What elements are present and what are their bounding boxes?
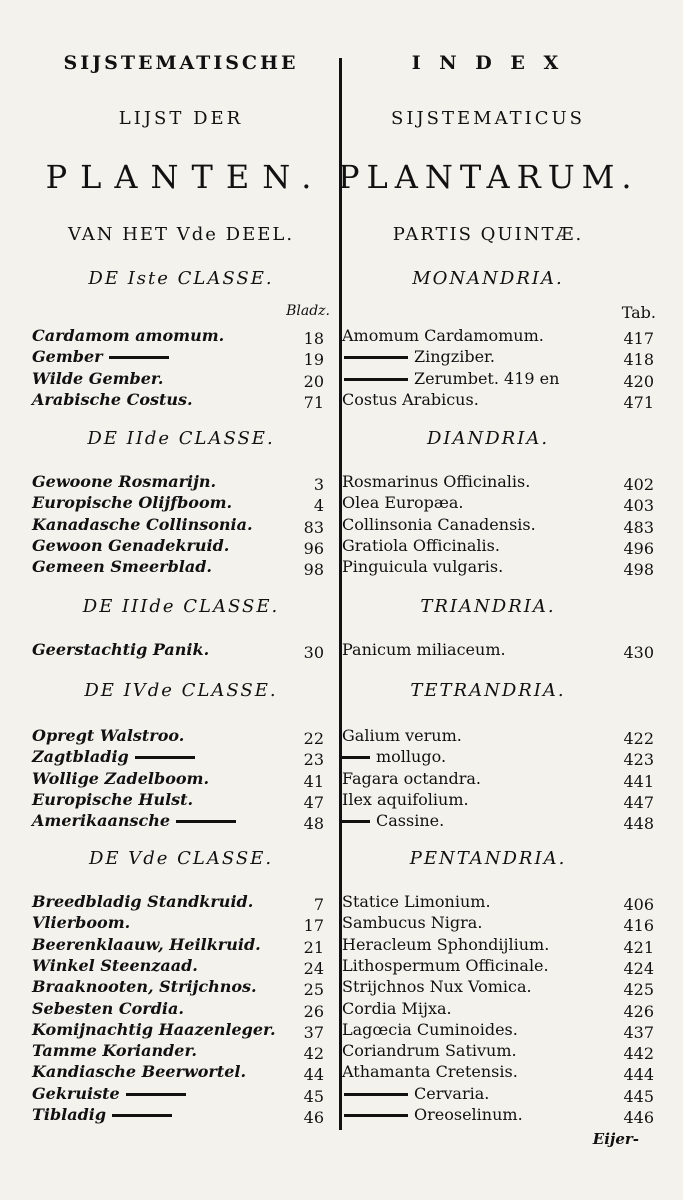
plate-number: 498 [623, 560, 654, 580]
item-name: Collinsonia Canadensis. [342, 514, 536, 534]
plate-number: 437 [623, 1022, 654, 1042]
list-item [32, 913, 130, 932]
class-heading: DE IIIde CLASSE. [82, 596, 280, 617]
plate-number: 445 [623, 1086, 654, 1106]
page-number: 19 [303, 350, 324, 370]
ditto-dash [344, 1093, 408, 1096]
list-item [342, 369, 559, 388]
list-item [32, 726, 184, 745]
page-number: 22 [303, 729, 324, 748]
list-item [32, 811, 242, 830]
item-name: Coriandrum Sativum. [342, 1041, 517, 1061]
page-number: 71 [303, 392, 324, 412]
ditto-dash [342, 756, 370, 759]
list-item [32, 347, 175, 366]
plate-number: 447 [623, 792, 654, 812]
list-item [32, 557, 212, 576]
class-heading: DE IVde CLASSE. [84, 680, 278, 701]
list-item [342, 1084, 489, 1103]
plate-number: 423 [623, 750, 654, 770]
item-name: Galium verum. [342, 726, 462, 745]
ditto-dash [344, 378, 408, 381]
page-number: 45 [303, 1086, 324, 1106]
page-number: 98 [303, 560, 324, 580]
plate-number: 425 [623, 980, 654, 1000]
page-number: 25 [303, 980, 324, 1000]
item-name: Tamme Koriander. [32, 1041, 197, 1061]
class-heading: TRIANDRIA. [420, 596, 556, 617]
plate-number: 446 [623, 1108, 654, 1127]
item-name: Gemeen Smeerblad. [32, 557, 212, 577]
page-number: 3 [313, 475, 324, 494]
list-item [32, 892, 253, 911]
class-heading: DE Iste CLASSE. [88, 268, 274, 289]
plate-number: 483 [623, 517, 654, 537]
item-name: Gekruiste [32, 1083, 120, 1103]
page-number: 17 [303, 916, 324, 936]
page-number: 48 [303, 814, 324, 834]
list-item [32, 390, 193, 409]
ditto-dash [344, 1114, 408, 1117]
list-item [32, 369, 163, 388]
page-number: 96 [303, 538, 324, 558]
list-item [342, 790, 469, 809]
item-name: Pinguicula vulgaris. [342, 557, 504, 577]
list-item [32, 493, 232, 512]
item-name: Cordia Mijxa. [342, 998, 452, 1018]
page-number: 83 [303, 517, 324, 537]
ditto-dash [126, 1093, 186, 1096]
plate-number: 448 [623, 814, 654, 834]
page-number: 23 [303, 750, 324, 770]
list-item [342, 913, 482, 932]
list-item [32, 999, 184, 1018]
plate-number: 416 [623, 916, 654, 936]
plate-number: 402 [623, 475, 654, 494]
list-item [342, 769, 481, 788]
list-item [32, 956, 198, 975]
item-name: Breedbladig Standkruid. [32, 892, 254, 911]
list-item [342, 977, 532, 996]
page-number: 42 [303, 1044, 324, 1064]
list-item [342, 326, 544, 345]
list-item [342, 1041, 517, 1060]
plate-number: 422 [623, 729, 654, 748]
list-item [32, 790, 193, 809]
item-name: Olea Europæa. [342, 493, 464, 513]
page-number: 24 [303, 958, 324, 978]
list-item [342, 747, 446, 766]
plate-number: 441 [623, 771, 654, 791]
list-item [342, 956, 549, 975]
item-name: Geerstachtig Panik. [32, 640, 210, 659]
item-name: Arabische Costus. [32, 389, 193, 409]
page-number: 7 [313, 895, 324, 914]
list-item [32, 1041, 197, 1060]
item-name: Gratiola Officinalis. [342, 535, 500, 555]
ditto-dash [135, 756, 195, 759]
item-name: Ilex aquifolium. [342, 789, 469, 809]
item-name: Tibladig [32, 1105, 107, 1124]
plate-number: 420 [623, 371, 654, 391]
page-number: 47 [303, 792, 324, 812]
item-name: Wilde Gember. [32, 368, 164, 388]
item-name: Vlierboom. [32, 913, 131, 933]
list-item [342, 1062, 518, 1081]
item-name: Rosmarinus Officinalis. [342, 472, 531, 491]
list-item [342, 726, 462, 745]
left-subtitle: VAN HET Vde DEEL. [67, 224, 295, 245]
item-name: Zerumbet. 419 en [414, 368, 560, 388]
item-name: Zingziber. [414, 347, 496, 367]
plate-number: 406 [623, 895, 654, 914]
class-heading: TETRANDRIA. [410, 680, 566, 701]
list-item [342, 811, 444, 830]
item-name: Costus Arabicus. [342, 389, 479, 409]
list-item [32, 935, 261, 954]
list-item [342, 999, 452, 1018]
item-name: Winkel Steenzaad. [32, 955, 198, 975]
list-item [32, 747, 201, 766]
page-number: 26 [303, 1001, 324, 1021]
list-item [32, 640, 209, 659]
plate-number: 426 [623, 1001, 654, 1021]
ditto-dash [109, 356, 169, 359]
list-item [32, 1105, 178, 1124]
page-number: 20 [303, 371, 324, 391]
list-item [32, 472, 216, 491]
right-subtitle: PARTIS QUINTÆ. [392, 224, 584, 245]
plate-number: 417 [623, 329, 654, 348]
item-name: Kanadasche Collinsonia. [32, 514, 253, 534]
page-number: 44 [303, 1065, 324, 1085]
item-name: Athamanta Cretensis. [342, 1062, 518, 1082]
item-name: Opregt Walstroo. [32, 726, 185, 745]
list-item [32, 515, 253, 534]
item-name: Cervaria. [414, 1083, 490, 1103]
right-title-1: I N D E X [411, 52, 565, 74]
list-item [342, 1105, 523, 1124]
item-name: Gewoon Genadekruid. [32, 535, 230, 555]
class-heading: DE IIde CLASSE. [87, 428, 275, 449]
list-item [342, 935, 549, 954]
list-item [342, 640, 506, 659]
item-name: Komijnachtig Haazenleger. [32, 1019, 276, 1039]
item-name: Lithospermum Officinale. [342, 955, 549, 975]
list-item [32, 1020, 276, 1039]
plate-number: 471 [623, 392, 654, 412]
page-number: 46 [303, 1108, 324, 1127]
item-name: Gember [32, 347, 103, 367]
page-number: 18 [303, 329, 324, 348]
list-item [342, 557, 503, 576]
item-name: mollugo. [376, 747, 447, 767]
item-name: Heracleum Sphondijlium. [342, 934, 550, 954]
plate-number: 430 [623, 643, 654, 662]
plate-number: 424 [623, 958, 654, 978]
item-name: Cassine. [376, 811, 445, 831]
catchword: Eijer- [592, 1130, 639, 1148]
plate-number: 421 [623, 937, 654, 957]
item-name: Sambucus Nigra. [342, 913, 483, 933]
right-title-3: PLANTARUM. [338, 158, 639, 196]
page-column-label: Bladz. [286, 303, 330, 319]
left-title-1: SIJSTEMATISCHE [63, 52, 299, 74]
ditto-dash [344, 356, 408, 359]
class-heading: DE Vde CLASSE. [88, 848, 274, 869]
list-item [32, 536, 229, 555]
list-item [342, 892, 491, 911]
plate-number: 403 [623, 496, 654, 516]
page-number: 41 [303, 771, 324, 791]
list-item [32, 1084, 192, 1103]
item-name: Lagœcia Cuminoides. [342, 1019, 518, 1039]
page-number: 30 [303, 643, 324, 662]
item-name: Europische Olijfboom. [32, 493, 233, 513]
item-name: Panicum miliaceum. [342, 640, 506, 659]
item-name: Wollige Zadelboom. [32, 768, 210, 788]
item-name: Beerenklaauw, Heilkruid. [32, 934, 261, 954]
item-name: Fagara octandra. [342, 768, 481, 788]
item-name: Oreoselinum. [414, 1105, 523, 1124]
ditto-dash [112, 1114, 172, 1117]
list-item [342, 472, 530, 491]
item-name: Kandiasche Beerwortel. [32, 1062, 247, 1082]
plate-number: 444 [623, 1065, 654, 1085]
plate-number: 418 [623, 350, 654, 370]
item-name: Cardamom amomum. [32, 326, 225, 345]
list-item [342, 1020, 518, 1039]
item-name: Amerikaansche [32, 811, 171, 831]
item-name: Braaknooten, Strijchnos. [32, 977, 257, 997]
list-item [32, 1062, 246, 1081]
list-item [342, 347, 495, 366]
left-title-3: PLANTEN. [45, 158, 325, 196]
plate-number: 442 [623, 1044, 654, 1064]
list-item [342, 536, 500, 555]
left-title-2: LIJST DER [118, 108, 244, 129]
item-name: Sebesten Cordia. [32, 998, 184, 1018]
class-heading: PENTANDRIA. [409, 848, 567, 869]
tab-column-label: Tab. [621, 303, 656, 322]
ditto-dash [176, 820, 236, 823]
page-number: 37 [303, 1022, 324, 1042]
item-name: Statice Limonium. [342, 892, 491, 911]
class-heading: MONANDRIA. [412, 268, 564, 289]
class-heading: DIANDRIA. [426, 428, 550, 449]
page-number: 21 [303, 937, 324, 957]
item-name: Amomum Cardamomum. [342, 326, 544, 345]
item-name: Europische Hulst. [32, 789, 194, 809]
list-item [32, 326, 224, 345]
list-item [342, 390, 479, 409]
list-item [32, 769, 209, 788]
right-title-2: SIJSTEMATICUS [391, 108, 585, 129]
list-item [342, 493, 464, 512]
plate-number: 496 [623, 538, 654, 558]
list-item [342, 515, 536, 534]
page-number: 4 [313, 496, 324, 516]
item-name: Gewoone Rosmarijn. [32, 472, 217, 491]
item-name: Zagtbladig [32, 747, 129, 767]
item-name: Strijchnos Nux Vomica. [342, 977, 532, 997]
list-item [32, 977, 257, 996]
ditto-dash [342, 820, 370, 823]
